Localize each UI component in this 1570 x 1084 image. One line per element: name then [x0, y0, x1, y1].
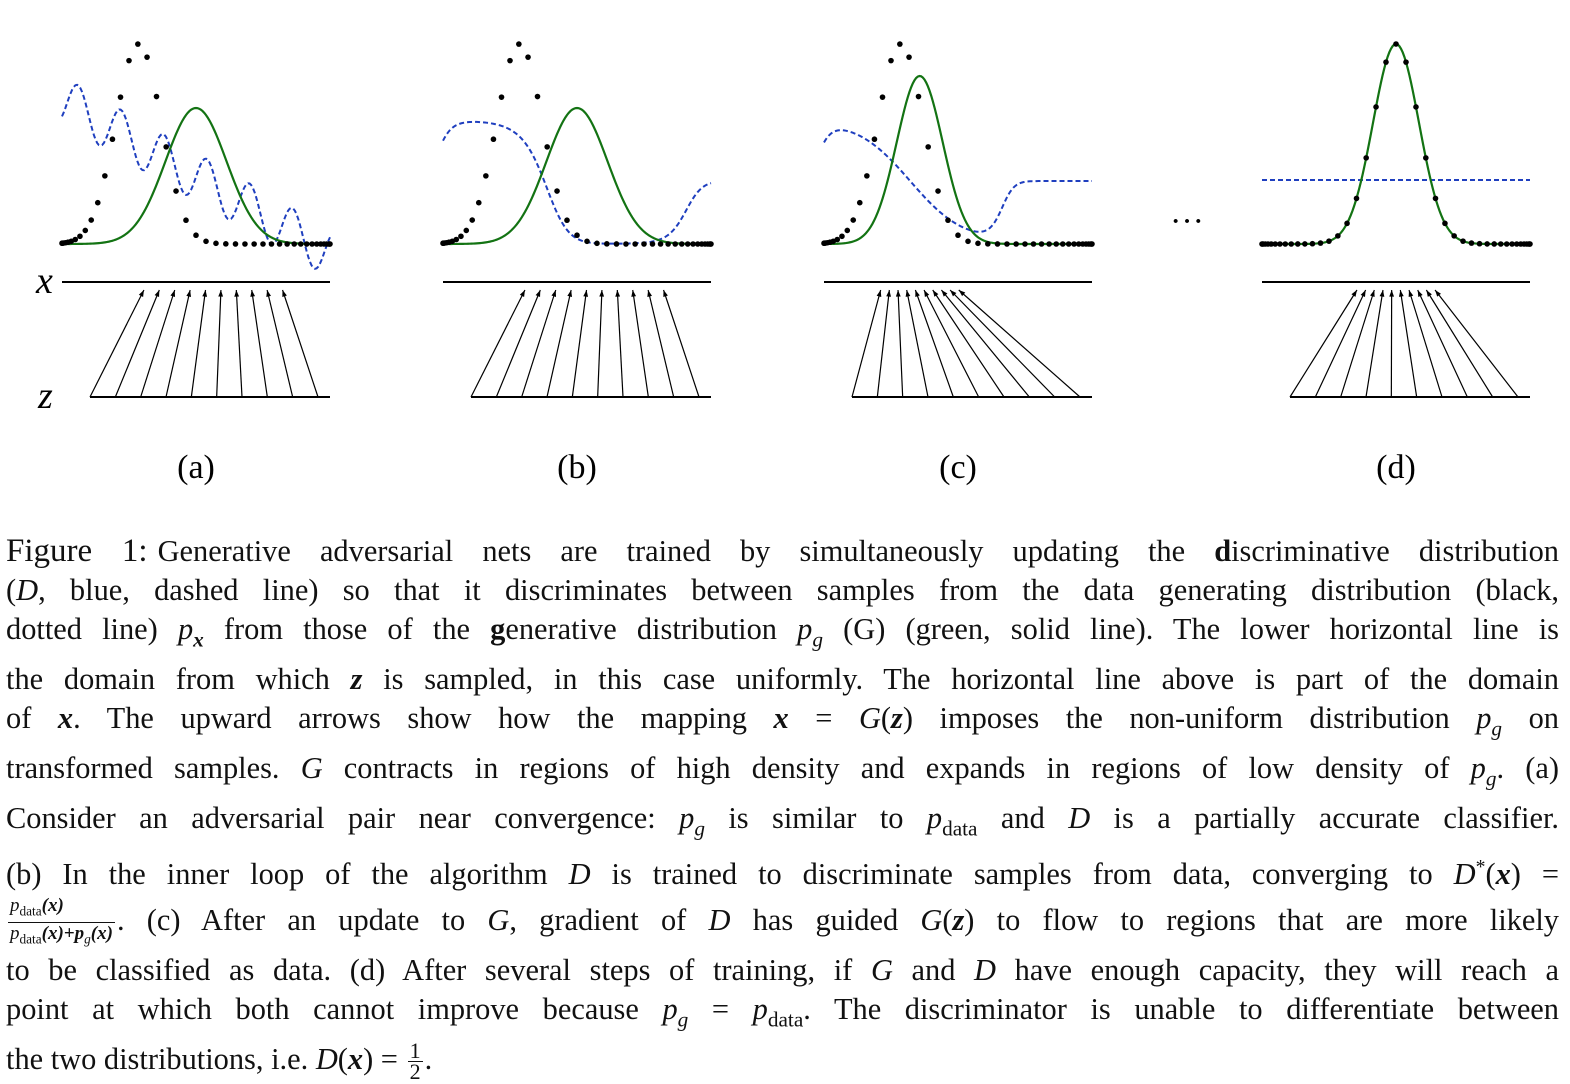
data-dot: [1504, 241, 1510, 247]
data-dot: [163, 144, 169, 150]
data-dot: [1004, 241, 1010, 247]
arrow-head: [1399, 290, 1404, 297]
caption-line-11: point at which both cannot improve because $p_g = p_{data}$. The discriminator is unable to differentiate between: [6, 990, 1559, 1040]
arrow-head: [266, 290, 271, 297]
discriminator-curve: [443, 122, 711, 244]
data-dot: [469, 217, 475, 223]
arrow-head: [1380, 290, 1385, 297]
panel-label-a: (a): [177, 449, 215, 486]
caption-line-8: (b) In the inner loop of the algorithm D is trained to discriminate samples from data, converging to D*(x) =: [6, 848, 1559, 894]
mapping-arrow: [959, 290, 1080, 397]
data-dot: [77, 233, 83, 239]
arrow-head: [877, 290, 882, 297]
arrow-head: [915, 290, 920, 297]
discriminator-curve: [824, 130, 1092, 232]
data-dot: [1363, 155, 1369, 161]
data-dot: [499, 94, 505, 100]
data-dot: [516, 41, 522, 47]
arrow-head: [886, 290, 891, 297]
data-dot: [623, 241, 629, 247]
data-dot: [935, 188, 941, 194]
data-dot: [260, 241, 266, 247]
data-dot: [1282, 241, 1288, 247]
arrow-head: [583, 290, 588, 297]
mapping-arrow: [852, 290, 881, 397]
data-dot: [1326, 238, 1332, 244]
caption-text: iscriminative distribution: [1231, 534, 1559, 568]
data-dot: [223, 241, 229, 247]
arrow-head: [1361, 290, 1366, 297]
arrow-head: [234, 290, 239, 297]
caption-bold: d: [1214, 534, 1231, 568]
mapping-arrow: [941, 290, 1029, 397]
data-dot: [1060, 241, 1066, 247]
data-dot: [604, 241, 610, 247]
data-dot: [897, 41, 903, 47]
data-dot: [1288, 241, 1294, 247]
data-dot: [213, 241, 219, 247]
caption-line-1: [6, 532, 1559, 571]
data-dot: [1491, 241, 1497, 247]
data-dot: [118, 94, 124, 100]
caption-line-4: the domain from which z is sampled, in this case uniformly. The horizontal line above is part of the domain: [6, 660, 1559, 699]
mapping-arrow: [471, 290, 525, 397]
data-dot: [1039, 241, 1045, 247]
data-dot: [1354, 196, 1360, 202]
data-dot: [1498, 241, 1504, 247]
mapping-arrow: [617, 290, 623, 397]
data-dot: [955, 232, 961, 238]
arrow-head: [924, 290, 929, 297]
data-dot: [126, 58, 132, 64]
data-dot: [1318, 240, 1324, 246]
arrow-head: [170, 290, 175, 297]
mapping-arrow: [598, 290, 602, 397]
mapping-arrow: [877, 290, 889, 397]
data-dot: [203, 239, 209, 245]
data-dot: [975, 241, 981, 247]
arrow-head: [250, 290, 255, 297]
caption-line-10: to be classified as data. (d) After several steps of training, if G and D have enough capacity, they will reach a: [6, 951, 1559, 990]
mapping-arrow: [1435, 290, 1518, 397]
data-dot: [72, 237, 78, 243]
mapping-arrow: [191, 290, 205, 397]
arrow-head: [615, 290, 620, 297]
data-dot: [1527, 241, 1533, 247]
panel-label-d: (d): [1376, 449, 1416, 486]
data-dot: [1451, 233, 1457, 239]
data-dot: [251, 241, 257, 247]
data-dot: [594, 241, 600, 247]
data-dot: [1477, 241, 1483, 247]
mapping-arrow: [950, 290, 1055, 397]
data-dot: [834, 237, 840, 243]
data-dot: [906, 54, 912, 60]
data-dot: [535, 94, 541, 100]
data-dot: [872, 136, 878, 142]
data-dot: [88, 217, 94, 223]
data-dot: [685, 241, 691, 247]
caption-line-7: Consider an adversarial pair near convergence: $p_g$ is similar to $p_{data}$ and D is a partially accurate classifier.: [6, 799, 1559, 849]
arrow-head: [896, 290, 901, 297]
arrow-head: [520, 290, 525, 297]
arrow-head: [139, 290, 144, 297]
data-dot: [1393, 41, 1399, 47]
data-dot: [277, 241, 283, 247]
data-dot: [564, 217, 570, 223]
mapping-arrow: [236, 290, 242, 397]
mapping-arrow: [907, 290, 928, 397]
figure-caption: [6, 532, 1559, 1082]
mapping-arrow: [252, 290, 268, 397]
data-dot: [1013, 241, 1019, 247]
data-dot: [1022, 241, 1028, 247]
data-dot: [995, 241, 1001, 247]
data-dot: [525, 54, 531, 60]
caption-line-12: the two distributions, i.e. D(x) = $\frac{1}{2}$ .: [6, 1040, 1559, 1083]
data-dot: [327, 241, 333, 247]
z-axis-label: z: [37, 375, 53, 417]
arrow-head: [1351, 290, 1357, 297]
data-dot: [916, 94, 922, 100]
data-dot: [985, 241, 991, 247]
figure-number: Figure 1:: [6, 533, 148, 569]
mapping-arrow: [496, 290, 540, 397]
data-dot: [1066, 241, 1072, 247]
mapping-arrow: [633, 290, 649, 397]
data-dot: [1046, 241, 1052, 247]
data-dot: [1310, 241, 1316, 247]
data-dot: [679, 241, 685, 247]
panel-label-b: (b): [557, 449, 597, 486]
gan-figure: [0, 0, 1570, 500]
data-dot: [1053, 241, 1059, 247]
data-dot: [945, 217, 951, 223]
data-dot: [650, 241, 656, 247]
data-dot: [672, 241, 678, 247]
mapping-arrow: [933, 290, 1004, 397]
data-dot: [857, 200, 863, 206]
mapping-arrow: [267, 290, 293, 397]
arrow-head: [1426, 290, 1432, 297]
data-dot: [1089, 241, 1095, 247]
x-axis-label: x: [35, 260, 53, 302]
data-dot: [453, 237, 459, 243]
data-dot: [1469, 240, 1475, 246]
data-dot: [183, 217, 189, 223]
caption-line-6: transformed samples. G contracts in regions of high density and expands in regions of low density of $p_g$. (a): [6, 749, 1559, 799]
data-dot: [483, 173, 489, 179]
mapping-arrow: [924, 290, 979, 397]
caption-line-3: dotted line) $p_x$ from those of the generative distribution $p_g$ (G) (green, solid line). The lower horizontal line is: [6, 610, 1559, 660]
arrow-head: [599, 290, 604, 297]
data-dot: [491, 136, 497, 142]
data-dot: [1442, 221, 1448, 227]
data-dot: [554, 188, 560, 194]
data-dot: [291, 241, 297, 247]
data-dot: [658, 241, 664, 247]
generator-curve: [824, 76, 1092, 244]
data-dot: [839, 233, 845, 239]
data-dot: [632, 241, 638, 247]
generator-curve: [1262, 44, 1530, 244]
mapping-arrow: [898, 290, 903, 397]
mapping-arrow: [283, 290, 318, 397]
data-dot: [463, 228, 469, 234]
data-dot: [888, 58, 894, 64]
data-dot: [708, 241, 714, 247]
panel-label-c: (c): [939, 449, 977, 486]
data-dot: [458, 233, 464, 239]
data-dot: [507, 58, 513, 64]
data-dot: [641, 241, 647, 247]
arrow-head: [155, 290, 160, 297]
data-dot: [242, 241, 248, 247]
arrow-head: [663, 290, 668, 297]
arrow-head: [551, 290, 556, 297]
ellipsis: ···: [1170, 203, 1204, 240]
data-dot: [584, 239, 590, 245]
data-dot: [1433, 196, 1439, 202]
data-dot: [1413, 104, 1419, 110]
data-dot: [844, 228, 850, 234]
data-dot: [476, 200, 482, 206]
mapping-arrow: [115, 290, 159, 397]
mapping-arrow: [1366, 290, 1383, 397]
data-dot: [1460, 238, 1466, 244]
data-dot: [1403, 59, 1409, 65]
caption-line-9: $\frac{p_{data}(x)}{p_{data}(x)+p_g(x)}$ . (c) After an update to G, gradient of D has guided G(z) to flow to regions that are more likely: [6, 895, 1559, 951]
arrow-head: [631, 290, 636, 297]
mapping-arrow: [572, 290, 586, 397]
data-dot: [298, 241, 304, 247]
data-dot: [173, 188, 179, 194]
data-dot: [1277, 241, 1283, 247]
data-dot: [144, 54, 150, 60]
data-dot: [135, 41, 141, 47]
arrow-head: [536, 290, 541, 297]
mapping-arrow: [664, 290, 699, 397]
data-dot: [233, 241, 239, 247]
arrow-head: [282, 290, 287, 297]
caption-line-5: of x. The upward arrows show how the mapping x = G(z) imposes the non-uniform distribution $p_g$ on: [6, 699, 1559, 749]
data-dot: [110, 136, 116, 142]
data-dot: [82, 228, 88, 234]
caption-text: Generative adversarial nets are trained by simultaneously updating the: [158, 534, 1215, 568]
data-dot: [850, 217, 856, 223]
data-dot: [614, 241, 620, 247]
data-dot: [574, 232, 580, 238]
arrow-head: [1409, 290, 1414, 297]
data-dot: [193, 232, 199, 238]
data-dot: [965, 239, 971, 245]
mapping-arrow: [90, 290, 144, 397]
data-dot: [1484, 241, 1490, 247]
data-dot: [95, 200, 101, 206]
mapping-arrow: [217, 290, 221, 397]
data-dot: [1373, 104, 1379, 110]
data-dot: [544, 144, 550, 150]
arrow-head: [218, 290, 223, 297]
data-dot: [1423, 155, 1429, 161]
data-dot: [1295, 241, 1301, 247]
data-dot: [154, 94, 160, 100]
data-dot: [864, 173, 870, 179]
data-dot: [269, 241, 275, 247]
data-dot: [665, 241, 671, 247]
discriminator-curve: [62, 85, 330, 269]
arrow-head: [1370, 290, 1375, 297]
arrow-head: [1418, 290, 1423, 297]
data-dot: [102, 173, 108, 179]
data-dot: [1031, 241, 1037, 247]
data-dot: [284, 241, 290, 247]
data-dot: [304, 241, 310, 247]
data-dot: [880, 94, 886, 100]
mapping-arrow: [648, 290, 674, 397]
data-dot: [1335, 233, 1341, 239]
mapping-arrow: [915, 290, 953, 397]
arrow-head: [647, 290, 652, 297]
data-dot: [1344, 221, 1350, 227]
data-dot: [1302, 241, 1308, 247]
caption-line-2: (D, blue, dashed line) so that it discriminates between samples from the data generating distribution (black,: [6, 571, 1559, 610]
dstar-fraction: $\frac{p_{data}(x)}{p_{data}(x)+p_g(x)}$: [8, 895, 115, 951]
one-half-fraction: $\frac{1}{2}$: [408, 1041, 423, 1082]
data-dot: [1383, 59, 1389, 65]
arrow-head: [1389, 290, 1394, 297]
arrow-head: [933, 290, 939, 297]
arrow-head: [202, 290, 207, 297]
data-dot: [925, 144, 931, 150]
